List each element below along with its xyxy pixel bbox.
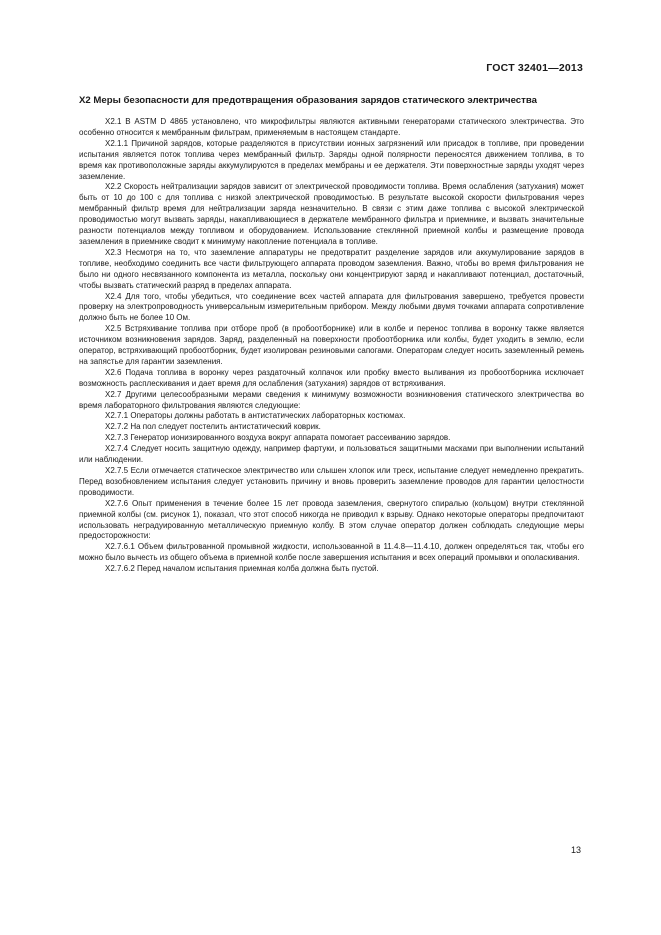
paragraph-x2-1-1: X2.1.1 Причиной зарядов, которые разделяются в присутствии ионных загрязнений или присадок в топливе, при проведении испытания является поток топлива через мембранный фильтр. Заряды одной полярности переносятся движением топлива, в то время как противоположные заряды аккумулируются в пределах мембраны и ее держателя. Эти поверхностные заряды уходят через заземление. [79, 138, 584, 181]
paragraph-x2-5: X2.5 Встряхивание топлива при отборе проб (в пробоотборнике) или в колбе и перенос топлива в воронку также является источником возникновения зарядов. Заряд, разделенный на поверхности пробоотборника или колбы, будет уходить в землю, если оператор, встряхивающий пробоотборник, будет изолирован резиновыми сапогами. Операторам следует носить заземленный ремень на запястье для гарантии заземления. [79, 324, 584, 366]
standard-code: ГОСТ 32401—2013 [486, 62, 583, 74]
paragraph-x2-3: X2.3 Несмотря на то, что заземление аппаратуры не предотвратит разделение зарядов или аккумулирование зарядов в топливе, необходимо соединить все части фильтрующего аппарата проводом заземления. Важно, чтобы во время фильтрования не было ни одного несвязанного компонента из металла, поскольку они концентрируют заряд и накапливают потенциал, достаточный, чтобы вызвать статический разряд в пределах аппарата. [79, 247, 584, 290]
paragraph-x2-7-6-2: X2.7.6.2 Перед началом испытания приемная колба должна быть пустой. [105, 564, 379, 574]
paragraph-x2-7-6: X2.7.6 Опыт применения в течение более 15 лет провода заземления, свернутого спиралью (кольцом) внутри стеклянной приемной колбы (см. рисунок 1), показал, что этот способ никогда не приводил к взрыву. Однако некоторые операторы предпочитают использовать неградуированную металлическую приемную колбу. В этом случае оператор должен соблюдать следующие меры предосторожности: [79, 498, 584, 541]
paragraph-x2-7-4: X2.7.4 Следует носить защитную одежду, например фартуки, и пользоваться защитными масками при выполнении испытаний или наблюдении. [79, 444, 584, 465]
paragraph-x2-1: X2.1 В ASTM D 4865 установлено, что микрофильтры являются активными генераторами статического электричества. Это особенно относится к мембранным фильтрам, применяемым в настоящем стандарте. [79, 117, 584, 137]
paragraph-x2-7-5: X2.7.5 Если отмечается статическое электричество или слышен хлопок или треск, испытание следует немедленно прекратить. Перед возобновлением испытания следует установить причину и вновь проверить заземление проводов для гарантии целостности проводимости. [79, 466, 584, 497]
paragraph-x2-7: X2.7 Другими целесообразными мерами сведения к минимуму возможности возникновения статического электричества во время лабораторного фильтрования являются следующие: [79, 389, 584, 410]
paragraph-x2-7-3: X2.7.3 Генератор ионизированного воздуха вокруг аппарата помогает рассеиванию зарядов. [105, 433, 451, 443]
paragraph-x2-4: X2.4 Для того, чтобы убедиться, что соединение всех частей аппарата для фильтрования завершено, требуется провести проверку на электропроводность универсальным измерительным прибором. Между любыми двумя точками аппарата сопротивление должно быть не более 10 Ом. [79, 291, 584, 323]
paragraph-x2-7-1: X2.7.1 Операторы должны работать в антистатических лабораторных костюмах. [105, 411, 406, 421]
page-number: 13 [570, 845, 581, 855]
paragraph-x2-6: X2.6 Подача топлива в воронку через раздаточный колпачок или пробку вместо выливания из пробоотборника исключает возможность расплескивания и дает время для ослабления (затухания) зарядов от встряхивания. [79, 367, 584, 388]
section-title: X2 Меры безопасности для предотвращения образования зарядов статического электричества [79, 95, 537, 106]
paragraph-x2-7-6-1: X2.7.6.1 Объем фильтрованной промывной жидкости, использованной в 11.4.8—11.4.10, должен определяться так, чтобы его можно было вычесть из общего объема в приемной колбе после завершения испытания и всех операций промывки и ополаскивания. [79, 542, 584, 563]
paragraph-x2-2: X2.2 Скорость нейтрализации зарядов зависит от электрической проводимости топлива. Время ослабления (затухания) может быть от 10 до 100 с для топлива с низкой электрической проводимостью. В результате высокой скорости фильтрования через мембранный фильтр время для нейтрализации заряда незначительно. В связи с этим даже топлива с высокой электрической проводимостью могут вызвать заряды, накапливающиеся в держателе мембранного фильтра и приемнике, и вызвать значительные разности потенциалов между топливом и оборудованием. Использование стеклянной приемной колбы и размещение провода заземления в приемнике сводит к минимуму накопление потенциала в топливе. [79, 182, 584, 246]
paragraph-x2-7-2: X2.7.2 На пол следует постелить антистатический коврик. [105, 422, 321, 432]
document-body [79, 117, 584, 575]
